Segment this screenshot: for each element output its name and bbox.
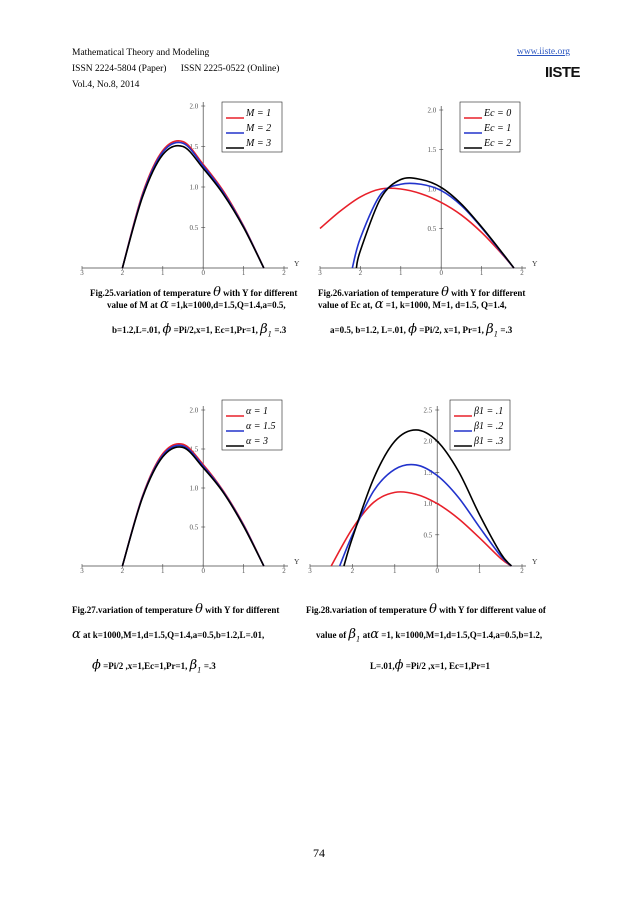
- legend: [222, 102, 282, 152]
- legend-entry: M = 1: [246, 108, 272, 119]
- fig25-caption-line2: value of M at α =1,k=1000,d=1.5,Q=1.4,a=0.5,: [107, 297, 286, 312]
- legend-entry: Ec = 0: [484, 108, 512, 119]
- phi-symbol: ϕ: [394, 658, 404, 673]
- x-axis-label: Y: [294, 557, 300, 566]
- fig27-caption-line3: ϕ =Pi/2 ,x=1,Ec=1,Pr=1, $\beta_1 =.3$: [92, 658, 216, 675]
- figure-28-plot: [300, 398, 540, 583]
- y-tick-label: 0.5: [189, 523, 199, 532]
- fig25-caption-line1: Fig.25.variation of temperature θ with Y for different: [90, 285, 298, 300]
- beta-symbol: $\beta_1$: [486, 322, 499, 339]
- series-line-3: [122, 447, 263, 566]
- x-tick-label: 1: [477, 567, 482, 575]
- legend-entry: α = 1: [246, 406, 268, 417]
- x-tick-label: 1: [399, 269, 403, 277]
- issn-line: ISSN 2224-5804 (Paper) ISSN 2225-0522 (Online): [72, 64, 280, 74]
- beta-symbol: $\beta_1$: [348, 627, 361, 644]
- figure-27-plot: [72, 398, 312, 583]
- x-tick-label: 2: [520, 269, 524, 277]
- x-tick-label: 1: [161, 269, 165, 277]
- phi-symbol: ϕ: [92, 658, 101, 673]
- legend-entry: Ec = 1: [484, 123, 512, 134]
- beta-symbol: $\beta_1$: [189, 658, 202, 675]
- theta-symbol: θ: [429, 602, 437, 617]
- fig28-caption-line1: Fig.28.variation of temperature θ with Y for different value of: [306, 602, 546, 617]
- series-line-1: [122, 444, 263, 566]
- legend-entry: α = 1.5: [246, 421, 276, 432]
- x-tick-label: 2: [120, 269, 125, 277]
- theta-symbol: θ: [195, 602, 203, 617]
- fig26-caption-line3: a=0.5, b=1.2, L=.01, ϕ =Pi/2, x=1, Pr=1, $\beta_1 =.3$: [330, 322, 513, 339]
- y-tick-label: 1.0: [189, 484, 199, 493]
- series-line-1: [331, 492, 511, 566]
- series-line-2: [122, 142, 263, 268]
- beta-symbol: $\beta_1$: [260, 322, 273, 339]
- x-axis-label: Y: [294, 259, 300, 268]
- legend-entry: β1 = .1: [474, 406, 504, 417]
- fig28-caption-line2: value of $\beta_1$ atα =1, k=1000,M=1,d=1.5,Q=1.4,a=0.5,b=1.2,: [316, 627, 543, 644]
- alpha-symbol: α: [374, 297, 384, 312]
- y-tick-label: 1.5: [423, 468, 433, 477]
- y-tick-label: 2.0: [189, 102, 199, 111]
- x-tick-label: 2: [358, 269, 363, 277]
- fig25-caption-line3: b=1.2,L=.01, ϕ =Pi/2,x=1, Ec=1,Pr=1, $\beta_1 =.3$: [112, 322, 287, 339]
- x-tick-label: 3: [80, 567, 84, 575]
- legend-entry: M = 2: [246, 123, 272, 134]
- series-line-3: [122, 146, 263, 268]
- alpha-symbol: α: [72, 627, 81, 642]
- iiste-logo: [544, 60, 581, 81]
- x-tick-label: 2: [120, 567, 125, 575]
- legend: [222, 400, 282, 450]
- x-tick-label: 1: [479, 269, 484, 277]
- journal-link[interactable]: www.iiste.org: [516, 47, 570, 57]
- legend-entry: β1 = .3: [474, 436, 504, 447]
- x-tick-label: 2: [520, 567, 524, 575]
- legend: [460, 102, 520, 152]
- y-tick-label: 0.5: [189, 224, 199, 232]
- x-tick-label: 2: [282, 269, 286, 277]
- legend: [450, 400, 510, 450]
- y-tick-label: 2.5: [423, 406, 433, 415]
- theta-symbol: θ: [441, 285, 449, 300]
- series-line-1: [122, 141, 263, 268]
- legend-entry: α = 3: [246, 436, 268, 447]
- x-tick-label: 1: [241, 567, 246, 575]
- y-tick-label: 2.0: [189, 406, 199, 415]
- series-line-2: [122, 445, 263, 566]
- series-line-2: [340, 465, 512, 566]
- alpha-symbol: α: [160, 297, 169, 312]
- fig26-caption-line2: value of Ec at, α =1, k=1000, M=1, d=1.5, Q=1.4,: [318, 297, 507, 312]
- y-tick-label: 1.5: [427, 146, 437, 154]
- fig26-caption-line1: Fig.26.variation of temperature θ with Y for different: [318, 285, 526, 300]
- x-tick-label: 1: [161, 567, 165, 575]
- y-tick-label: 0.5: [423, 531, 433, 540]
- x-tick-label: 3: [80, 269, 84, 277]
- logo-text: IISTE: [545, 64, 581, 81]
- y-tick-label: 1.5: [189, 143, 199, 151]
- x-tick-label: 0: [201, 567, 205, 575]
- x-tick-label: 2: [282, 567, 286, 575]
- fig27-caption-line2: α at k=1000,M=1,d=1.5,Q=1.4,a=0.5,b=1.2,L=.01,: [72, 627, 265, 642]
- x-tick-label: 0: [201, 269, 205, 277]
- y-tick-label: 2.0: [427, 106, 437, 115]
- figure-25-plot: [72, 100, 312, 285]
- y-tick-label: 1.5: [189, 445, 199, 454]
- x-tick-label: 1: [393, 567, 397, 575]
- series-line-1: [320, 185, 514, 268]
- x-axis-label: Y: [532, 259, 538, 268]
- fig27-caption-line1: Fig.27.variation of temperature θ with Y for different: [72, 602, 280, 617]
- x-tick-label: 0: [435, 567, 439, 575]
- figure-26-plot: [310, 100, 550, 285]
- fig28-caption-line3: L=.01,ϕ =Pi/2 ,x=1, Ec=1,Pr=1: [370, 658, 491, 673]
- legend-entry: M = 3: [246, 138, 272, 149]
- y-tick-label: 0.5: [427, 225, 437, 233]
- alpha-symbol: α: [370, 627, 380, 642]
- phi-symbol: ϕ: [408, 322, 418, 337]
- x-tick-label: 3: [318, 269, 322, 277]
- y-tick-label: 2.0: [423, 437, 433, 446]
- y-tick-label: 1.0: [427, 185, 437, 194]
- x-axis-label: Y: [532, 557, 538, 566]
- x-tick-label: 1: [241, 269, 246, 277]
- x-tick-label: 2: [350, 567, 355, 575]
- y-tick-label: 1.0: [189, 183, 199, 192]
- journal-title: Mathematical Theory and Modeling: [72, 48, 210, 58]
- x-tick-label: 0: [439, 269, 443, 277]
- phi-symbol: ϕ: [162, 322, 172, 337]
- legend-entry: β1 = .2: [474, 421, 504, 432]
- legend-entry: Ec = 2: [484, 138, 512, 149]
- page-number: 74: [313, 846, 325, 860]
- y-tick-label: 1.0: [423, 500, 433, 509]
- x-tick-label: 3: [308, 567, 312, 575]
- volume-line: Vol.4, No.8, 2014: [72, 80, 140, 90]
- theta-symbol: θ: [213, 285, 221, 300]
